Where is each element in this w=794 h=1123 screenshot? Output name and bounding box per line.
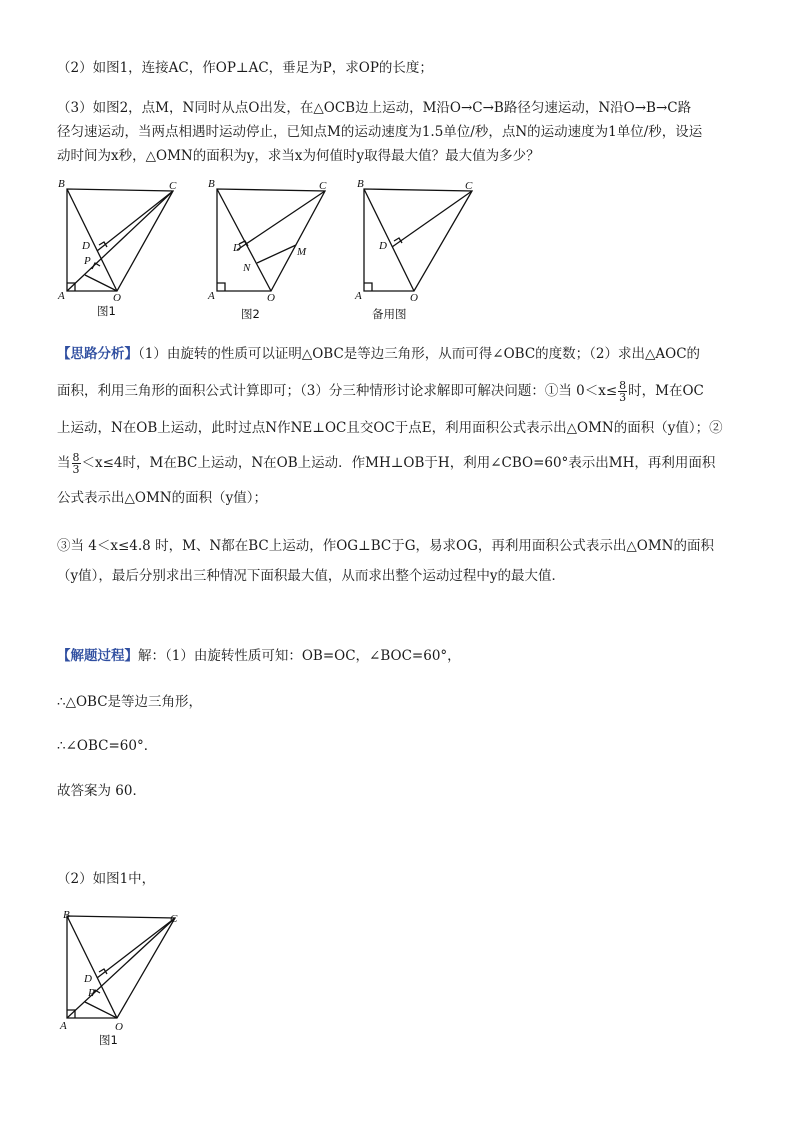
label-A: A — [355, 290, 362, 302]
label-B: B — [208, 178, 215, 190]
analysis-line-2 — [57, 376, 704, 406]
label-A: A — [208, 290, 215, 302]
analysis-line-3: 上运动，N在OB上运动，此时过点N作NE⊥OC且交OC于点E，利用面积公式表示出△OMN的面积（y值）；② — [57, 420, 723, 436]
label-O: O — [410, 292, 418, 304]
problem-part3-line2: 径匀速运动，当两点相遇时运动停止，已知点M的运动速度为1.5单位/秒，点N的运动速度为1单位/秒，设运 — [57, 124, 703, 140]
analysis-text-1: （1）由旋转的性质可以证明△OBC是等边三角形，从而可得∠OBC的度数；（2）求出△AOC的 — [138, 346, 701, 362]
label-D: D — [82, 240, 90, 252]
analysis-line-4 — [57, 448, 715, 478]
label-C: C — [169, 180, 177, 192]
analysis-line-5: 公式表示出△OMN的面积（y值）； — [57, 490, 267, 506]
solution-line-4: 故答案为 60． — [57, 783, 146, 799]
figure-2-diagram — [205, 175, 335, 325]
solution-line-3: ∴∠OBC=60°． — [57, 738, 158, 754]
analysis-text-4b: ＜x≤4时，M在BC上运动，N在OB上运动．作MH⊥OB于H，利用∠CBO=60°表示出MH，再利用面积 — [81, 455, 716, 471]
label-A: A — [58, 290, 65, 302]
figure-3-caption: 备用图 — [372, 307, 407, 321]
figure-3 — [352, 175, 482, 329]
problem-part3-line1: （3）如图2，点M，N同时从点O出发，在△OCB边上运动，M沿O→C→B路径匀速运动，N沿O→B→C路 — [57, 100, 692, 116]
figure-1-diagram — [55, 175, 185, 325]
label-P: P — [88, 987, 95, 999]
analysis-text-2a: 面积，利用三角形的面积公式计算即可；（3）分三种情形讨论求解即可解决问题：①当 0＜x≤ — [57, 383, 618, 399]
label-B: B — [63, 909, 70, 921]
label-D: D — [379, 240, 387, 252]
figure-1-repeat-diagram — [55, 902, 185, 1052]
fraction-denominator: 3 — [72, 463, 80, 476]
analysis-line-1 — [57, 344, 700, 364]
figure-1 — [55, 175, 185, 329]
label-C: C — [319, 180, 327, 192]
label-C: C — [465, 180, 473, 192]
problem-part2: （2）如图1，连接AC，作OP⊥AC，垂足为P，求OP的长度； — [57, 60, 433, 76]
analysis-text-2b: 时，M在OC — [628, 383, 704, 399]
label-N: N — [243, 262, 251, 274]
solution-line-1 — [57, 646, 461, 666]
label-C: C — [170, 913, 178, 925]
figure-1-caption: 图1 — [97, 304, 116, 318]
figure-3-diagram — [352, 175, 482, 325]
label-B: B — [58, 178, 65, 190]
analysis-tag: 【思路分析】 — [57, 346, 138, 362]
fraction-numerator: 8 — [72, 451, 80, 464]
label-O: O — [115, 1021, 123, 1033]
solution-line-2: ∴△OBC是等边三角形， — [57, 694, 203, 710]
solution-tag: 【解题过程】 — [57, 648, 138, 664]
label-M: M — [297, 246, 307, 258]
analysis-line-6: ③当 4＜x≤4.8 时，M、N都在BC上运动，作OG⊥BC于G，易求OG，再利用面积公式表示出△OMN的面积 — [57, 538, 714, 554]
analysis-line-7: （y值），最后分别求出三种情况下面积最大值，从而求出整个运动过程中y的最大值． — [57, 568, 566, 584]
figure-2 — [205, 175, 335, 329]
label-B: B — [357, 178, 364, 190]
label-P: P — [84, 255, 91, 267]
fraction-8-3 — [618, 380, 627, 403]
fraction-8-3-b — [72, 452, 81, 475]
figure-1-repeat-caption: 图1 — [99, 1033, 118, 1047]
fraction-denominator: 3 — [619, 391, 627, 404]
label-D: D — [84, 973, 92, 985]
figure-1-repeat — [55, 902, 185, 1056]
label-O: O — [113, 292, 121, 304]
analysis-text-4a: 当 — [57, 455, 71, 471]
solution-line-5: （2）如图1中， — [57, 871, 156, 887]
label-O: O — [267, 292, 275, 304]
solution-text-1: 解：（1）由旋转性质可知：OB=OC，∠BOC=60°， — [138, 648, 461, 664]
problem-part3-line3: 动时间为x秒，△OMN的面积为y，求当x为何值时y取得最大值？最大值为多少？ — [57, 148, 540, 164]
label-D: D — [233, 242, 241, 254]
fraction-numerator: 8 — [619, 379, 627, 392]
label-A: A — [60, 1020, 67, 1032]
figure-2-caption: 图2 — [241, 307, 260, 321]
